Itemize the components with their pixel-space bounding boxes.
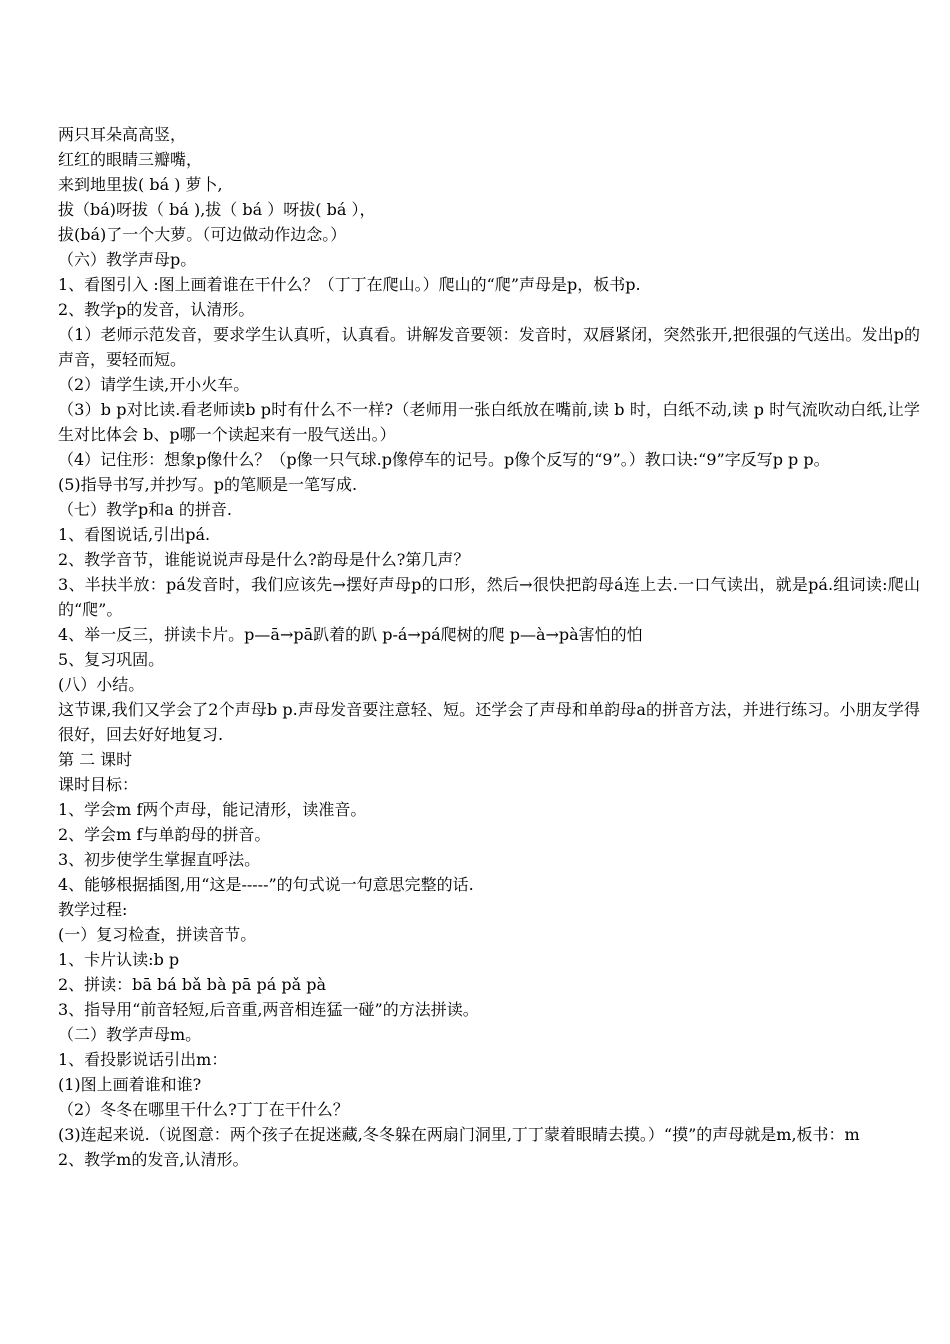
text-paragraph: （1）老师示范发音，要求学生认真听，认真看。讲解发音要领：发音时，双唇紧闭，突然张开,把很强的气送出。发出p的声音，要轻而短。 — [58, 325, 920, 369]
text-line: 1、看图引入 :图上画着谁在干什么？（丁丁在爬山。）爬山的“爬”声母是p，板书p. — [58, 275, 641, 294]
text-paragraph: （4）记住形：想象p像什么？（p像一只气球.p像停车的记号。p像个反写的“9”。）教口诀:“9”字反写p p p。 — [58, 450, 830, 469]
text-line: （2）冬冬在哪里干什么?丁丁在干什么？ — [58, 1100, 349, 1119]
text-line: 1、看投影说话引出m： — [58, 1050, 228, 1069]
text-paragraph: 3、半扶半放：pá发音时，我们应该先→摆好声母p的口形，然后→很快把韵母á连上去.一口气读出，就是pá.组词读:爬山的“爬”。 — [58, 575, 920, 619]
text-line: 拔(bá)了一个大萝。（可边做动作边念。） — [58, 225, 347, 244]
section-heading: (八）小结。 — [58, 675, 145, 694]
text-line: 2、教学p的发音，认清形。 — [58, 300, 255, 319]
text-line: 2、学会m f与单韵母的拼音。 — [58, 825, 271, 844]
text-paragraph: (3)连起来说.（说图意：两个孩子在捉迷藏,冬冬躲在两扇门洞里,丁丁蒙着眼睛去摸。）“摸”的声母就是m,板书：m — [58, 1125, 860, 1144]
text-line: (5)指导书写,并抄写。p的笔顺是一笔写成. — [58, 475, 358, 494]
process-heading: 教学过程: — [58, 900, 128, 919]
text-line: 3、初步使学生掌握直呼法。 — [58, 850, 261, 869]
text-line: 5、复习巩固。 — [58, 650, 165, 669]
section-heading: （二）教学声母m。 — [58, 1025, 202, 1044]
text-line: 1、看图说话,引出pá. — [58, 525, 211, 544]
document-body — [58, 122, 920, 1172]
lesson-heading: 第 二 课时 — [58, 750, 133, 769]
text-line: 拔（bá)呀拔（ bá ),拔（ bá ）呀拔( bá ）， — [58, 200, 376, 219]
text-line: 4、举一反三，拼读卡片。p—ā→pā趴着的趴 p-á→pá爬树的爬 p—à→pà害怕的怕 — [58, 625, 643, 644]
text-line: 来到地里拔( bá ) 萝卜, — [58, 175, 223, 194]
section-heading: (一）复习检查，拼读音节。 — [58, 925, 257, 944]
text-line: 2、教学m的发音,认清形。 — [58, 1150, 249, 1169]
text-line: 2、拼读：bā bá bǎ bà pā pá pǎ pà — [58, 975, 327, 994]
text-line: 红红的眼睛三瓣嘴， — [58, 150, 203, 169]
section-heading: （六）教学声母p。 — [58, 250, 197, 269]
text-paragraph: 这节课,我们又学会了2个声母b p.声母发音要注意轻、短。还学会了声母和单韵母a的拼音方法，并进行练习。小朋友学得很好，回去好好地复习. — [58, 700, 920, 744]
objectives-heading: 课时目标： — [58, 775, 139, 794]
text-line: 1、卡片认读:b p — [58, 950, 180, 969]
text-line: 3、指导用“前音轻短,后音重,两音相连猛一碰”的方法拼读。 — [58, 1000, 479, 1019]
text-line: 1、学会m f两个声母，能记清形，读准音。 — [58, 800, 367, 819]
text-line: 4、能够根据插图,用“这是-----”的句式说一句意思完整的话. — [58, 875, 474, 894]
text-line: （2）请学生读,开小火车。 — [58, 375, 250, 394]
text-paragraph: （3）b p对比读.看老师读b p时有什么不一样?（老师用一张白纸放在嘴前,读 b 时，白纸不动,读 p 时气流吹动白纸,让学生对比体会 b、p哪一个读起来有一股气送出。） — [58, 400, 920, 444]
text-line: 两只耳朵高高竖， — [58, 125, 187, 144]
section-heading: （七）教学p和a 的拼音. — [58, 500, 232, 519]
text-line: (1)图上画着谁和谁? — [58, 1075, 202, 1094]
text-line: 2、教学音节，谁能说说声母是什么?韵母是什么?第几声？ — [58, 550, 470, 569]
